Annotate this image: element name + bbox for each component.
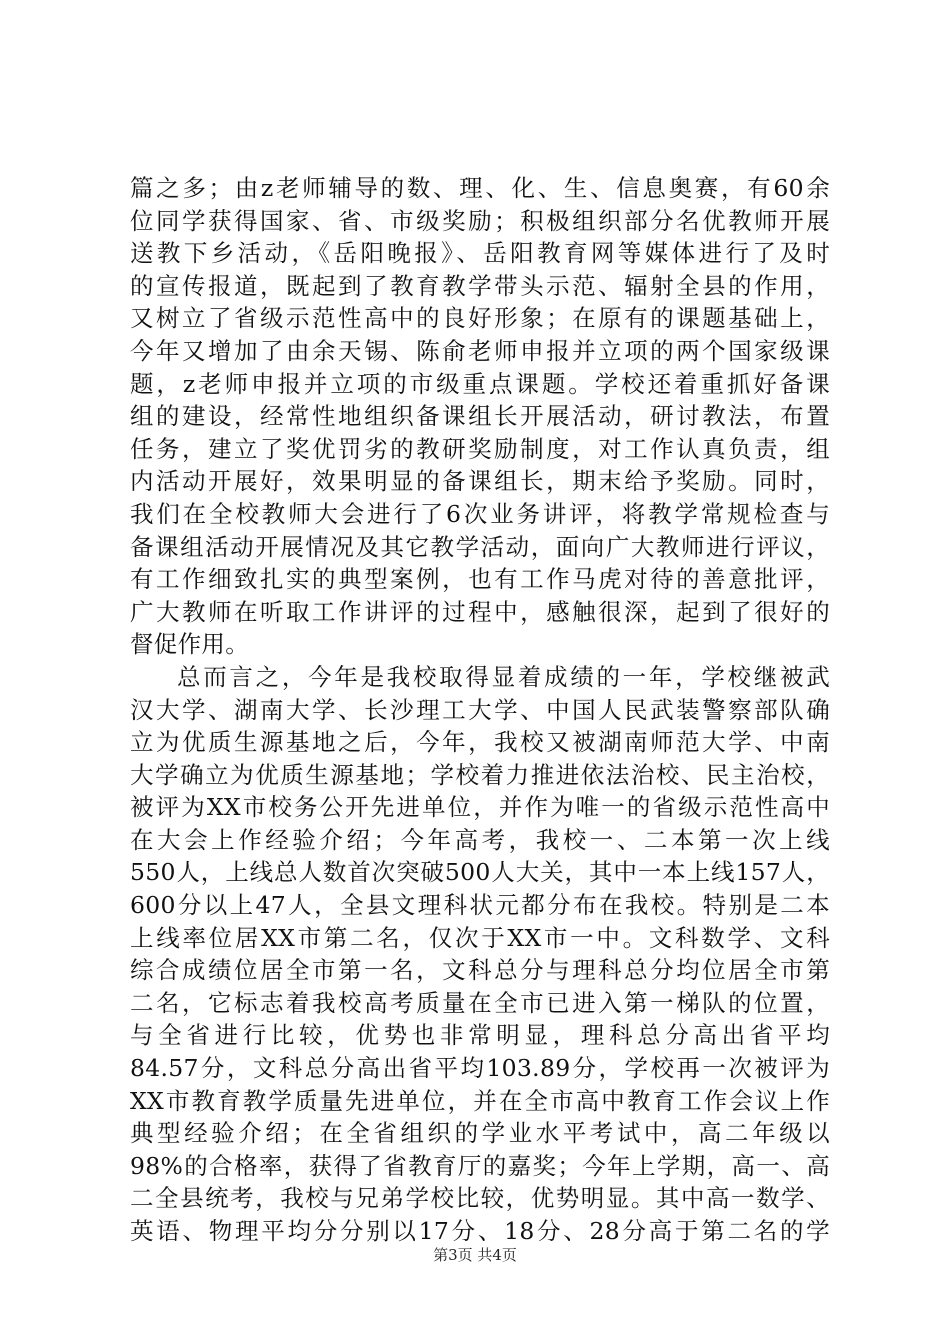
page-number-footer: 第3页 共4页 [433, 1246, 517, 1264]
text-line: 送教下乡活动，《岳阳晚报》、岳阳教育网等媒体进行了及时 [130, 239, 830, 268]
text-line: 我们在全校教师大会进行了6次业务讲评，将教学常规检查与 [130, 499, 830, 528]
text-line: 题，z老师申报并立项的市级重点课题。学校还着重抓好备课 [130, 369, 830, 398]
text-line: 督促作用。 [130, 630, 249, 659]
text-line: 有工作细致扎实的典型案例，也有工作马虎对待的善意批评， [130, 565, 830, 594]
text-line: 84.57分，文科总分高出省平均103.89分，学校再一次被评为 [130, 1054, 830, 1083]
text-line: 汉大学、湖南大学、长沙理工大学、中国人民武装警察部队确 [130, 695, 830, 724]
text-line: 广大教师在听取工作讲评的过程中，感触很深，起到了很好的 [130, 597, 830, 626]
paragraph-first-line: 总而言之，今年是我校取得显着成绩的一年，学校继被武 [177, 662, 830, 691]
text-line: 与全省进行比较，优势也非常明显，理科总分高出省平均 [130, 1021, 830, 1050]
text-line: 上线率位居XX市第二名，仅次于XX市一中。文科数学、文科 [130, 923, 830, 952]
text-line: 篇之多；由z老师辅导的数、理、化、生、信息奥赛，有60余 [130, 174, 830, 202]
text-line: 600分以上47人，全县文理科状元都分布在我校。特别是二本 [130, 891, 830, 920]
text-line: XX市教育教学质量先进单位，并在全市高中教育工作会议上作 [130, 1086, 830, 1115]
text-line: 任务，建立了奖优罚劣的教研奖励制度，对工作认真负责，组 [130, 434, 830, 463]
text-line: 在大会上作经验介绍；今年高考，我校一、二本第一次上线 [130, 825, 830, 854]
text-line: 今年又增加了由余天锡、陈俞老师申报并立项的两个国家级课 [130, 336, 830, 365]
text-line: 综合成绩位居全市第一名，文科总分与理科总分均位居全市第 [130, 956, 830, 985]
text-line: 的宣传报道，既起到了教育教学带头示范、辐射全县的作用， [130, 271, 830, 300]
text-line: 被评为XX市校务公开先进单位，并作为唯一的省级示范性高中 [130, 793, 830, 822]
text-line: 又树立了省级示范性高中的良好形象；在原有的课题基础上， [130, 304, 830, 333]
text-line: 550人，上线总人数首次突破500人大关，其中一本上线157人， [130, 858, 830, 887]
text-line: 二名，它标志着我校高考质量在全市已进入第一梯队的位置， [130, 988, 830, 1017]
text-line: 大学确立为优质生源基地；学校着力推进依法治校、民主治校， [130, 760, 830, 789]
text-line: 内活动开展好，效果明显的备课组长，期末给予奖励。同时， [130, 467, 830, 496]
body-text [130, 172, 830, 1248]
text-line: 位同学获得国家、省、市级奖励；积极组织部分名优教师开展 [130, 206, 830, 235]
text-line: 典型经验介绍；在全省组织的学业水平考试中，高二年级以 [130, 1119, 830, 1148]
text-line: 备课组活动开展情况及其它教学活动，面向广大教师进行评议， [130, 532, 830, 561]
text-line: 98%的合格率，获得了省教育厅的嘉奖；今年上学期，高一、高 [130, 1151, 830, 1180]
text-line: 英语、物理平均分分别以17分、18分、28分高于第二名的学 [130, 1217, 830, 1245]
text-line: 二全县统考，我校与兄弟学校比较，优势明显。其中高一数学、 [130, 1184, 830, 1213]
text-line: 立为优质生源基地之后，今年，我校又被湖南师范大学、中南 [130, 728, 830, 757]
text-line: 组的建设，经常性地组织备课组长开展活动，研讨教法，布置 [130, 402, 830, 431]
